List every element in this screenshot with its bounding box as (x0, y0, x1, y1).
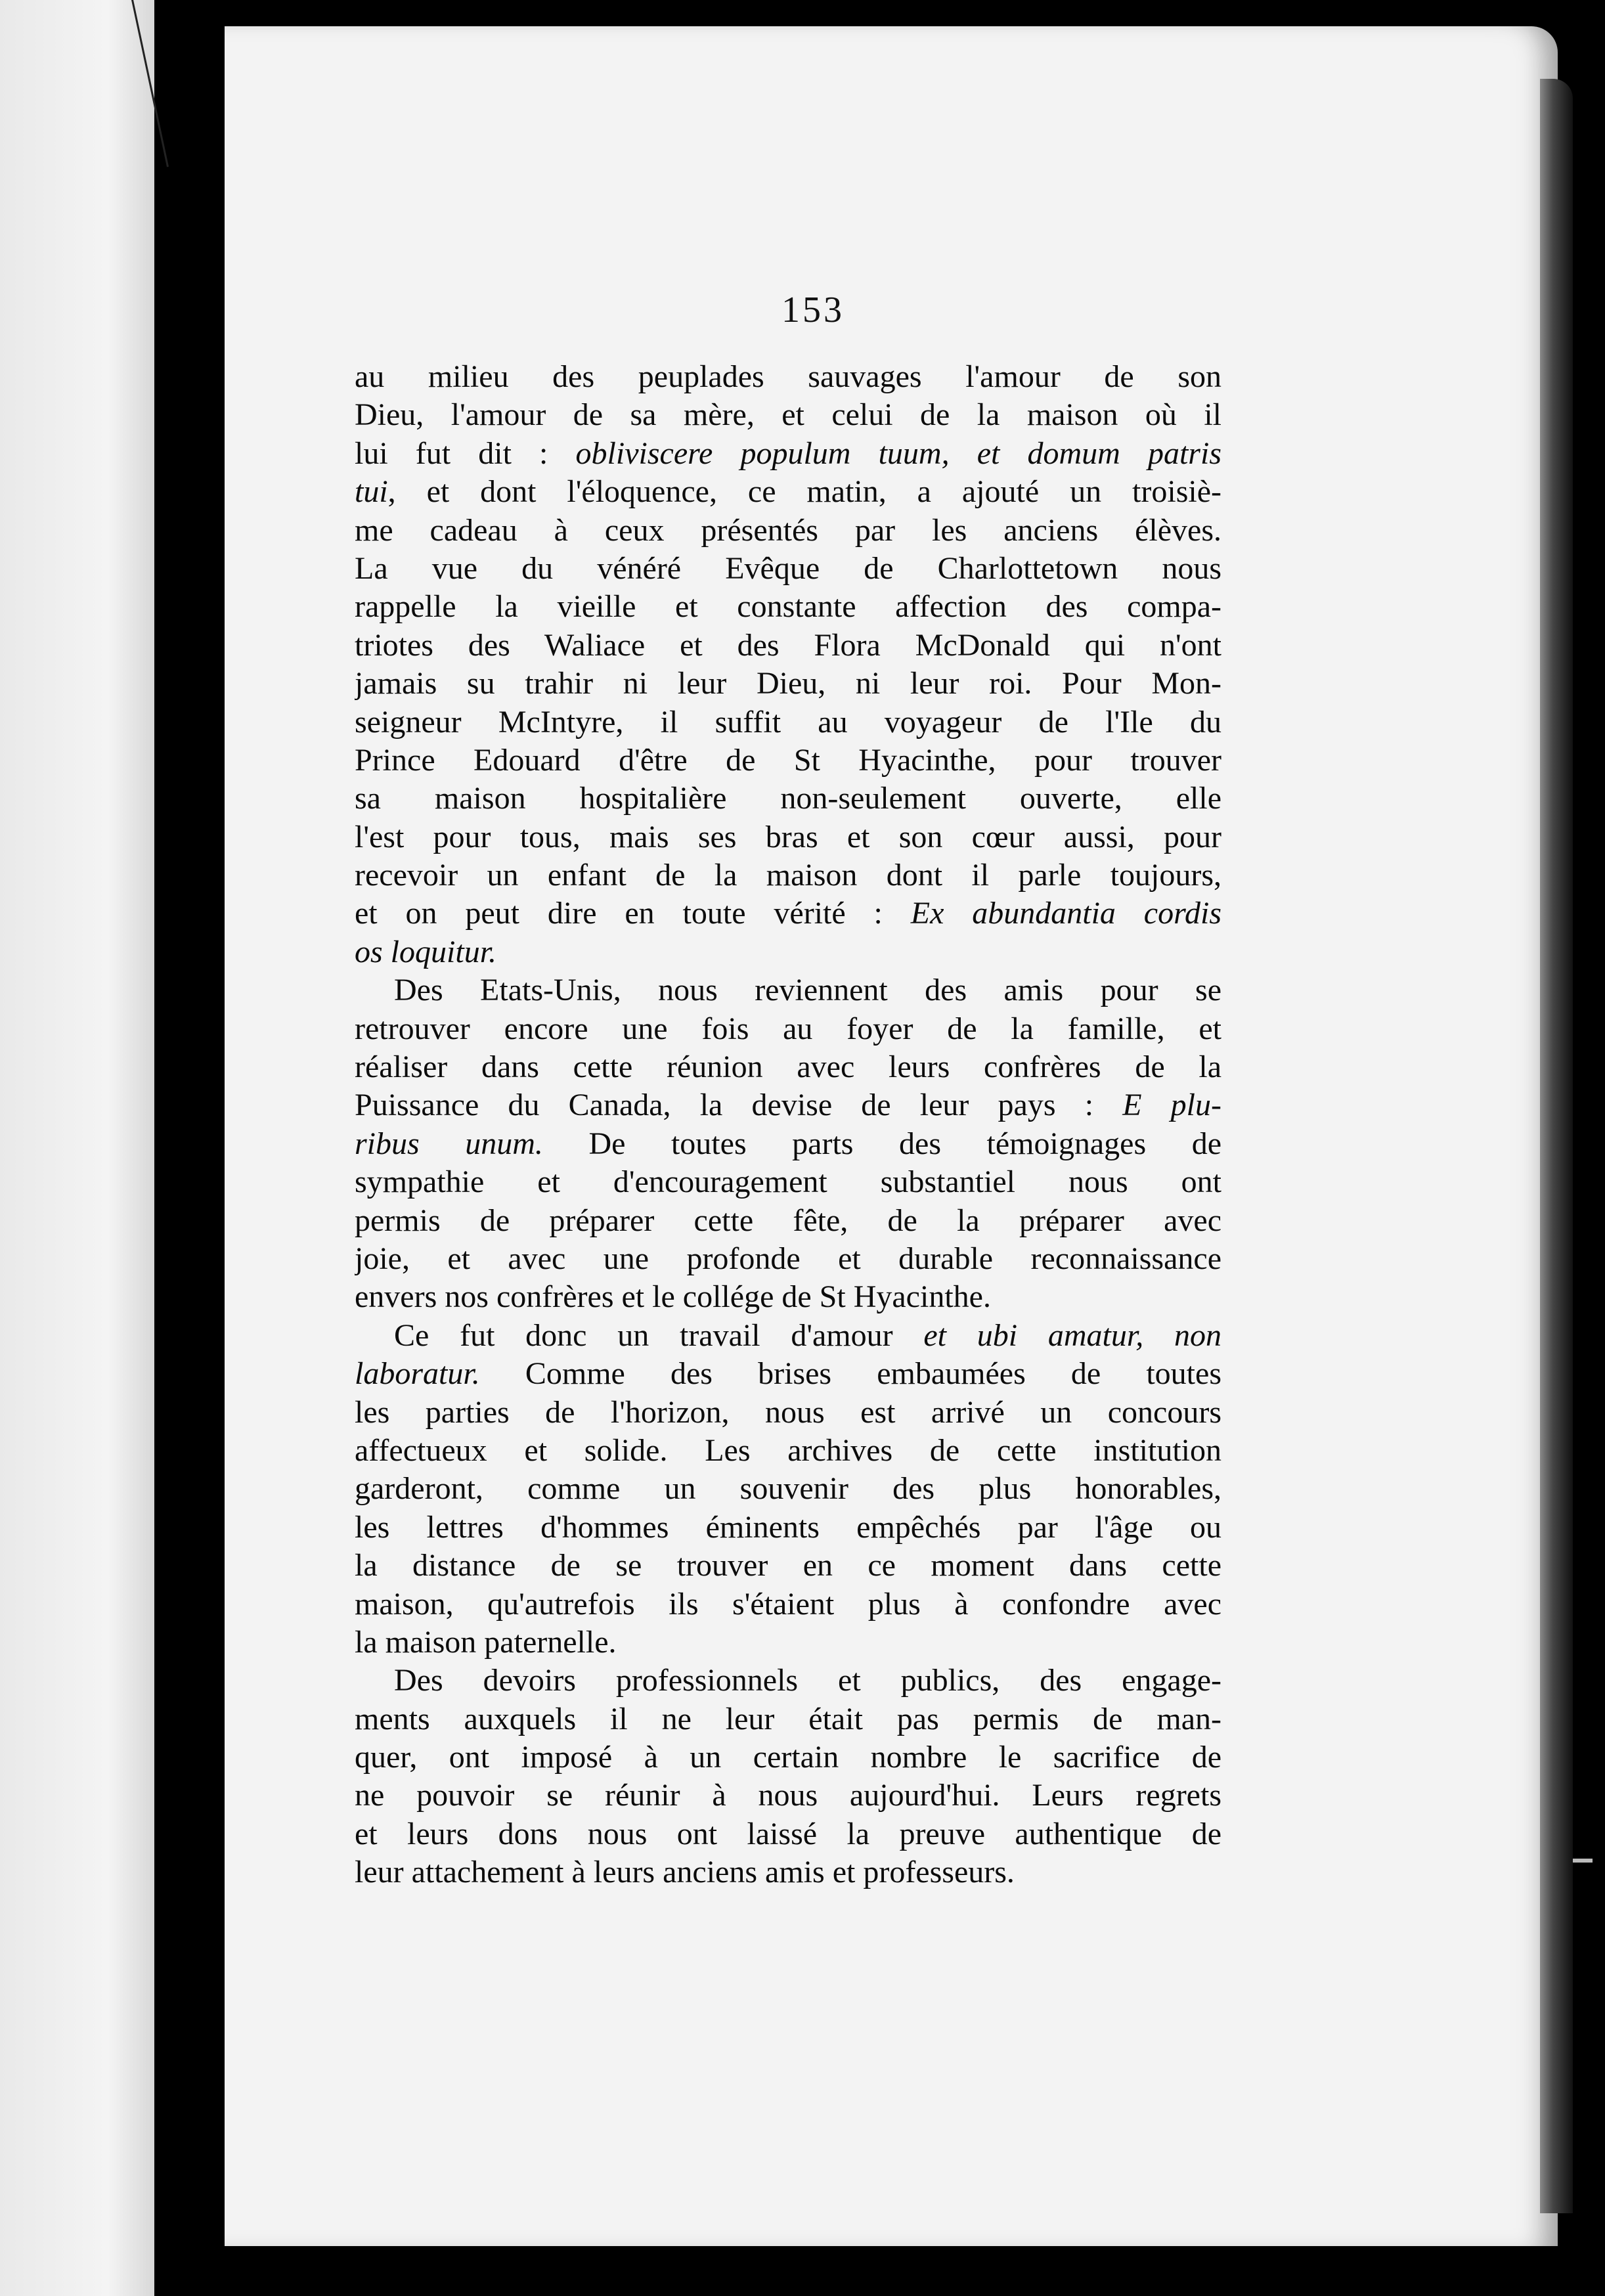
text-segment: affectueux et solide. Les archives de cette institution (355, 1432, 1221, 1468)
text-segment: leur attachement à leurs anciens amis et professeurs. (355, 1855, 1015, 1890)
text-segment: ments auxquels il ne leur était pas permis de man- (355, 1701, 1221, 1736)
text-line (355, 971, 1221, 1009)
text-line (355, 1048, 1221, 1086)
text-line (355, 435, 1221, 473)
text-segment: la distance de se trouver en ce moment dans cette (355, 1548, 1221, 1583)
text-line (355, 627, 1221, 665)
text-line (355, 1815, 1221, 1853)
text-segment: les lettres d'hommes éminents empêchés par l'âge ou (355, 1509, 1221, 1545)
text-segment: lui fut dit : (355, 435, 576, 471)
text-segment: De toutes parts des témoignages de (542, 1126, 1221, 1161)
text-line (355, 933, 1221, 971)
text-segment: et leurs dons nous ont laissé la preuve authentique de (355, 1816, 1221, 1851)
edge-mark (1573, 1859, 1593, 1863)
text-line (355, 1125, 1221, 1163)
text-segment: la maison paternelle. (355, 1624, 617, 1660)
text-segment: les parties de l'horizon, nous est arrivé un concours (355, 1394, 1221, 1430)
text-line (355, 1585, 1221, 1623)
text-segment: réaliser dans cette réunion avec leurs confrères de la (355, 1049, 1221, 1085)
text-line (355, 1010, 1221, 1048)
text-line (355, 1394, 1221, 1432)
text-line (355, 703, 1221, 741)
italic-text: et ubi amatur, non (923, 1317, 1221, 1353)
italic-text: tui (355, 474, 388, 510)
italic-text: E plu- (1122, 1088, 1221, 1123)
text-line (355, 1163, 1221, 1201)
text-segment: Des devoirs professionnels et publics, des engage- (394, 1663, 1221, 1698)
text-segment: rappelle la vieille et constante affection des compa- (355, 589, 1221, 625)
body-text (355, 358, 1221, 1892)
text-line (355, 396, 1221, 434)
text-segment: recevoir un enfant de la maison dont il parle toujours, (355, 858, 1221, 893)
text-line (355, 1853, 1221, 1891)
text-line (355, 894, 1221, 933)
text-line (355, 1777, 1221, 1815)
text-segment: Puissance du Canada, la devise de leur pays : (355, 1088, 1123, 1123)
text-line (355, 856, 1221, 894)
text-segment: permis de préparer cette fête, de la préparer avec (355, 1203, 1221, 1238)
text-segment: me cadeau à ceux présentés par les anciens élèves. (355, 512, 1221, 548)
italic-text: laboratur. (355, 1356, 480, 1392)
text-segment: La vue du vénéré Evêque de Charlottetown nous (355, 550, 1221, 586)
page-stack-edge (1540, 79, 1573, 2213)
text-line (355, 1240, 1221, 1278)
text-segment: sa maison hospitalière non-seulement ouverte, elle (355, 781, 1221, 816)
text-segment: seigneur McIntyre, il suffit au voyageur de l'Ile du (355, 704, 1221, 740)
text-line (355, 1432, 1221, 1470)
text-segment: maison, qu'autrefois ils s'étaient plus à confondre avec (355, 1586, 1221, 1622)
page-number: 153 (781, 290, 845, 330)
text-segment: Comme des brises embaumées de toutes (479, 1356, 1221, 1392)
text-segment: Prince Edouard d'être de St Hyacinthe, pour trouver (355, 742, 1221, 778)
text-line (355, 1623, 1221, 1662)
text-segment: Ce fut donc un travail d'amour (394, 1317, 924, 1353)
text-segment: garderont, comme un souvenir des plus honorables, (355, 1471, 1221, 1507)
text-line (355, 1738, 1221, 1777)
italic-text: Ex abundantia cordis (910, 896, 1221, 931)
text-segment: retrouver encore une fois au foyer de la famille, et (355, 1011, 1221, 1046)
text-line (355, 665, 1221, 703)
text-line (355, 1317, 1221, 1355)
text-segment: au milieu des peuplades sauvages l'amour de son (355, 359, 1221, 394)
text-line (355, 358, 1221, 396)
text-segment: l'est pour tous, mais ses bras et son cœur aussi, pour (355, 819, 1221, 854)
text-segment: sympathie et d'encouragement substantiel nous ont (355, 1164, 1221, 1200)
text-segment: jamais su trahir ni leur Dieu, ni leur roi. Pour Mon- (355, 666, 1221, 701)
text-line (355, 1470, 1221, 1508)
text-segment: Des Etats-Unis, nous reviennent des amis pour se (394, 973, 1221, 1008)
text-line (355, 588, 1221, 626)
text-segment: Dieu, l'amour de sa mère, et celui de la maison où il (355, 397, 1221, 433)
text-line (355, 1086, 1221, 1124)
text-line (355, 818, 1221, 856)
text-line (355, 1202, 1221, 1240)
text-segment: , et dont l'éloquence, ce matin, a ajouté un troisiè- (387, 474, 1221, 510)
facing-page-edge (0, 0, 154, 2296)
text-line (355, 1662, 1221, 1700)
text-line (355, 512, 1221, 550)
italic-text: obliviscere populum tuum, et domum patris (575, 435, 1221, 471)
text-line (355, 780, 1221, 818)
text-line (355, 1547, 1221, 1585)
text-segment: triotes des Waliace et des Flora McDonald qui n'ont (355, 627, 1221, 663)
text-line (355, 741, 1221, 780)
text-line (355, 473, 1221, 511)
text-line (355, 1278, 1221, 1316)
text-segment: ne pouvoir se réunir à nous aujourd'hui. Leurs regrets (355, 1778, 1221, 1813)
text-segment: et on peut dire en toute vérité : (355, 896, 911, 931)
text-segment: joie, et avec une profonde et durable reconnaissance (355, 1241, 1221, 1276)
text-line (355, 1509, 1221, 1547)
italic-text: os loquitur. (355, 934, 497, 969)
text-line (355, 1355, 1221, 1393)
text-segment: envers nos confrères et le collége de St Hyacinthe. (355, 1279, 991, 1315)
text-line (355, 1700, 1221, 1738)
text-line (355, 550, 1221, 588)
italic-text: ribus unum. (355, 1126, 543, 1161)
text-segment: quer, ont imposé à un certain nombre le sacrifice de (355, 1740, 1221, 1775)
